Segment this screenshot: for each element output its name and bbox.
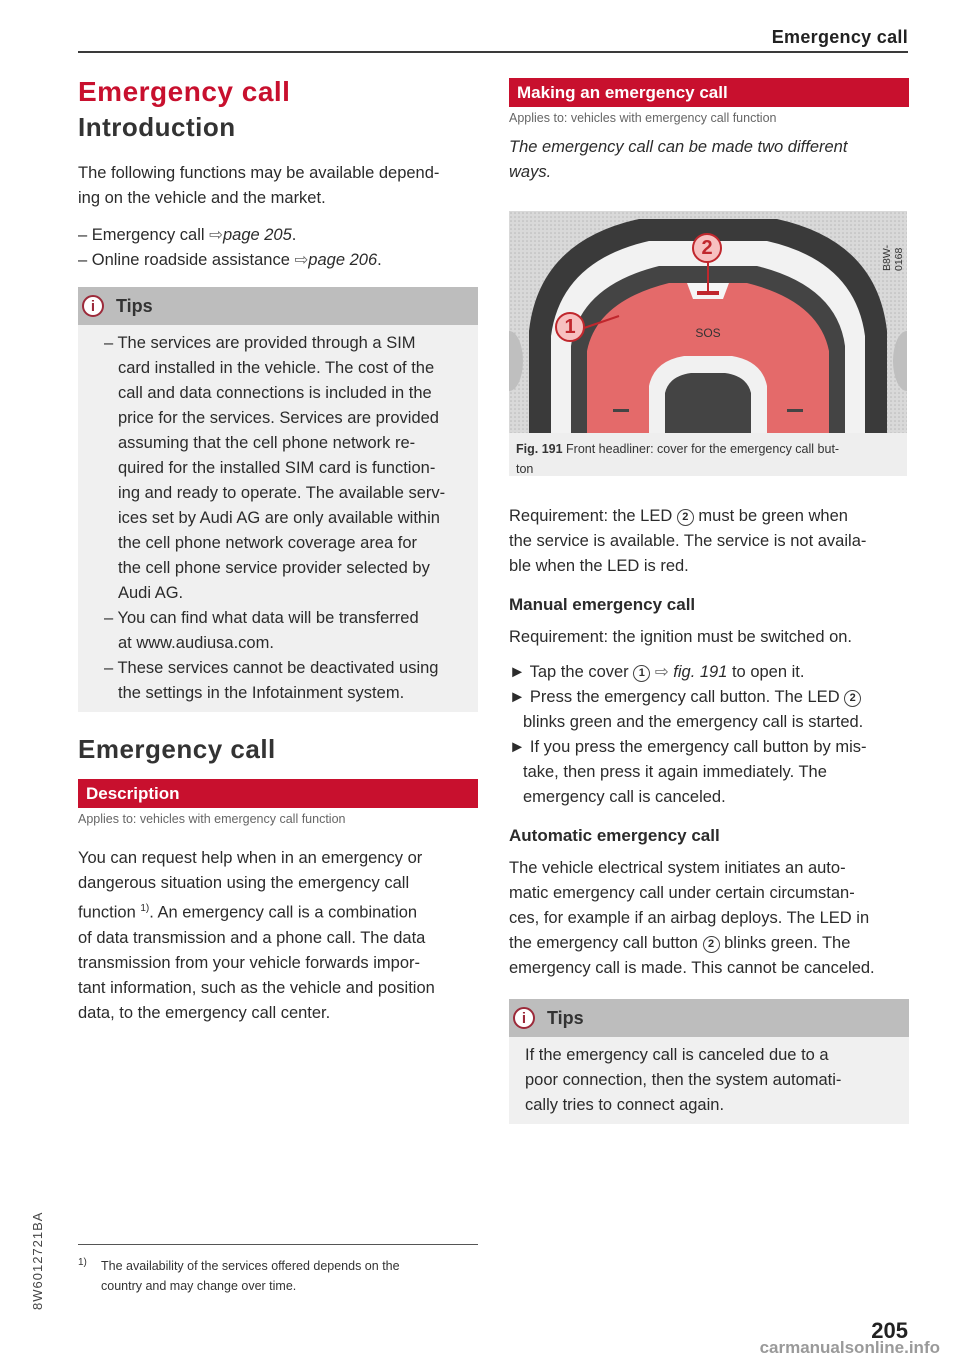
tips-body: If the emergency call is canceled due to a poor connection, then the system automati- cally tries to connect again. bbox=[525, 1046, 842, 1114]
description-bar: Description bbox=[78, 779, 478, 808]
arrow-icon: ⇨ bbox=[294, 251, 309, 269]
figure-caption: Fig. 191 Front headliner: cover for the emergency call but- ton bbox=[516, 442, 840, 476]
right-column bbox=[509, 78, 909, 1124]
arrow-icon: ⇨ bbox=[650, 663, 674, 681]
footnote-rule bbox=[78, 1244, 478, 1245]
automatic-paragraph: The vehicle electrical system initiates an auto- matic emergency call under certain circumstan- ces, for example if an airbag deploys. The LED in the emergency call button 2 blinks green. The emergency call is made. This cannot be canceled. bbox=[509, 859, 875, 977]
callout-ref-2: 2 bbox=[703, 936, 720, 953]
document-code: 8W6012721BA bbox=[30, 1211, 45, 1310]
callout-ref-1: 1 bbox=[633, 665, 650, 682]
tips-header bbox=[509, 999, 909, 1037]
tips-body bbox=[78, 325, 478, 712]
tips-item: – These services cannot be deactivated using the settings in the Infotainment system. bbox=[104, 659, 439, 702]
requirement-led: Requirement: the LED 2 must be green when the service is available. The service is not availa- ble when the LED is red. bbox=[509, 507, 867, 575]
lead-text: The emergency call can be made two different ways. bbox=[509, 138, 848, 181]
applies-to-note: Applies to: vehicles with emergency call function bbox=[78, 812, 346, 826]
intro-heading: Introduction bbox=[78, 112, 236, 142]
link-emergency-call[interactable]: – Emergency call ⇨page 205. bbox=[78, 226, 297, 244]
tips-header bbox=[78, 287, 478, 325]
figure-191 bbox=[509, 211, 907, 476]
figure-code: B8W-0168 bbox=[881, 244, 905, 271]
tips-title: Tips bbox=[116, 295, 153, 316]
tips-title: Tips bbox=[547, 1007, 584, 1028]
link-roadside-assistance[interactable]: – Online roadside assistance ⇨page 206. bbox=[78, 251, 382, 269]
footnote-ref[interactable]: 1) bbox=[140, 903, 150, 914]
intro-link-list bbox=[78, 223, 478, 273]
tips-item: – You can find what data will be transferred at www.audiusa.com. bbox=[90, 606, 466, 656]
page-title: Emergency call bbox=[78, 76, 291, 107]
callout-ref-2: 2 bbox=[677, 509, 694, 526]
description-paragraph: You can request help when in an emergency or dangerous situation using the emergency call function $^{1)}$. An emergency call is a combination of data transmission and a phone call. The data transmission from your vehicle forwards impor- tant information, such as the vehicle and position data, to the emergency call center. bbox=[78, 849, 435, 1022]
arrow-icon: ⇨ bbox=[209, 226, 223, 244]
left-column bbox=[78, 60, 478, 1026]
intro-paragraph: The following functions may be available depend- ing on the vehicle and the market. bbox=[78, 164, 440, 207]
step-item: ► Press the emergency call button. The LED 2 blinks green and the emergency call is started. bbox=[509, 688, 864, 731]
callout-1: 1 bbox=[555, 312, 585, 342]
info-icon: i bbox=[82, 295, 104, 317]
watermark: carmanualsonline.info bbox=[759, 1338, 940, 1357]
callout-2: 2 bbox=[692, 233, 722, 263]
footnote: 1) The availability of the services offered depends on the country and may change over time. bbox=[78, 1256, 458, 1296]
sos-label: SOS bbox=[695, 326, 721, 340]
running-head: Emergency call bbox=[771, 27, 908, 47]
manual-steps bbox=[509, 660, 909, 810]
applies-to-note: Applies to: vehicles with emergency call function bbox=[509, 111, 777, 125]
header-rule bbox=[78, 51, 908, 53]
fig-link[interactable]: fig. 191 bbox=[673, 663, 728, 681]
automatic-emergency-call-heading: Automatic emergency call bbox=[509, 826, 720, 845]
tips-box-intro bbox=[78, 287, 478, 712]
callout-ref-2: 2 bbox=[844, 690, 861, 707]
manual-emergency-call-heading: Manual emergency call bbox=[509, 595, 696, 614]
section-heading-emergency-call: Emergency call bbox=[78, 734, 276, 764]
tips-box-connection bbox=[509, 999, 909, 1124]
page-number: 205 bbox=[871, 1318, 908, 1343]
step-item: ► Tap the cover 1 ⇨ fig. 191 to open it. bbox=[509, 663, 805, 681]
footnote-mark: 1) bbox=[78, 1257, 87, 1268]
manual-requirement: Requirement: the ignition must be switched on. bbox=[509, 628, 853, 646]
audiusa-link[interactable]: at www.audiusa.com. bbox=[118, 634, 274, 652]
step-item: ► If you press the emergency call button by mis- take, then press it again immediately. The emergency call is canceled. bbox=[509, 738, 867, 806]
tips-item: – The services are provided through a SIM card installed in the vehicle. The cost of the call and data connections is included in the price for the services. Services are provided assuming that the cell phone network re- quired for the installed SIM card is function- ing and ready to operate. The available serv- ices set by Audi AG are only available within the cell phone network coverage area for the cell phone service provider selected by Audi AG. bbox=[104, 334, 446, 602]
making-emergency-call-bar: Making an emergency call bbox=[509, 78, 909, 107]
info-icon: i bbox=[513, 1007, 535, 1029]
